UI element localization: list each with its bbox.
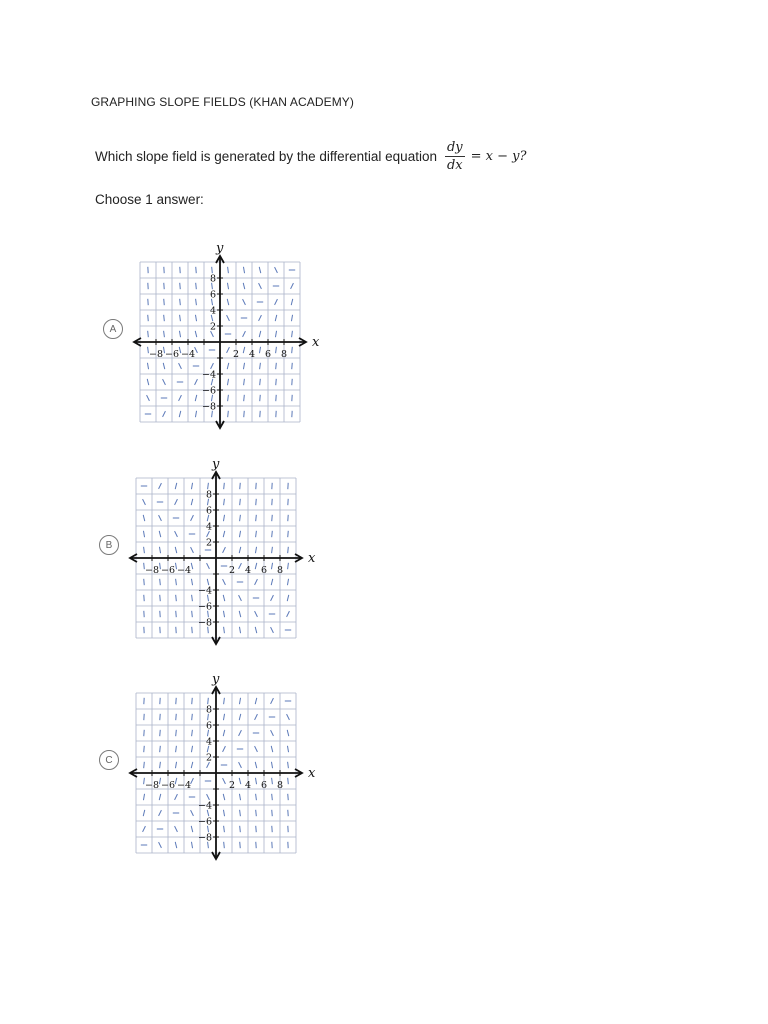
slope-segment: [195, 411, 196, 417]
slope-segment: [224, 698, 225, 704]
slope-segment: [148, 331, 149, 337]
slope-segment: [227, 379, 228, 385]
slope-segment: [207, 579, 209, 585]
slope-segment: [196, 267, 197, 273]
slope-segment: [163, 379, 166, 385]
slope-segment: [175, 531, 178, 537]
slope-segment: [224, 842, 225, 848]
slope-segment: [224, 499, 225, 505]
slope-segment: [163, 411, 166, 417]
tick-label: 6: [205, 720, 212, 732]
slope-segment: [212, 267, 213, 273]
slope-segment: [223, 595, 225, 601]
slope-segment: [227, 299, 229, 305]
tick-label: −8: [144, 780, 160, 791]
choose-label: Choose 1 answer:: [95, 192, 204, 207]
slope-segment: [239, 794, 240, 800]
slope-segment: [259, 347, 260, 353]
slope-segment: [191, 483, 192, 489]
slope-segment: [260, 395, 261, 401]
slope-segment: [159, 794, 161, 800]
slope-segment: [143, 794, 144, 800]
tick-label: −6: [160, 780, 176, 791]
slope-segment: [271, 762, 272, 768]
slope-segment: [272, 778, 273, 784]
axes: [130, 472, 302, 644]
slope-segment: [255, 579, 258, 585]
slope-segment: [175, 842, 177, 848]
slope-segment: [275, 267, 278, 273]
slope-segment: [159, 547, 160, 553]
y-axis-label: y: [212, 457, 220, 472]
slope-segment: [271, 579, 273, 585]
slope-segment: [255, 762, 257, 768]
slope-segment: [288, 563, 289, 569]
slope-segment: [255, 547, 256, 553]
slope-segment: [180, 315, 181, 321]
slope-segment: [243, 267, 244, 273]
slope-segment: [239, 627, 240, 633]
page-heading: GRAPHING SLOPE FIELDS (KHAN ACADEMY): [91, 95, 354, 109]
y-axis-label: y: [212, 672, 220, 687]
slope-segment: [240, 499, 241, 505]
slope-segment: [260, 363, 261, 369]
slope-segment: [164, 331, 165, 337]
slope-segment: [143, 499, 146, 505]
slope-segment: [224, 826, 225, 832]
slope-segment: [271, 595, 274, 601]
y-axis-label: y: [216, 241, 224, 256]
slope-segment: [244, 379, 245, 385]
slope-segment: [240, 515, 241, 521]
slope-segment: [256, 810, 257, 816]
slope-segment: [228, 411, 229, 417]
slope-segment: [143, 531, 144, 537]
slope-segment: [276, 379, 277, 385]
derivative-fraction: [445, 140, 465, 173]
slope-segment: [159, 515, 162, 521]
slope-segment: [271, 627, 274, 633]
tick-label: 4: [244, 780, 252, 791]
slope-segment: [192, 611, 193, 617]
slope-segment: [288, 531, 289, 537]
tick-label: −6: [160, 565, 176, 576]
slope-segment: [239, 563, 242, 569]
slope-segment: [239, 778, 241, 784]
slope-segment: [192, 730, 193, 736]
slope-segment: [176, 730, 177, 736]
tick-label: 2: [205, 537, 212, 549]
slope-segment: [160, 746, 161, 752]
slope-segment: [256, 499, 257, 505]
slope-segment: [144, 762, 145, 768]
slope-segment: [287, 595, 289, 601]
slope-segment: [243, 283, 245, 289]
tick-label: 8: [205, 489, 212, 501]
axes: [134, 256, 306, 428]
slope-segment: [223, 515, 224, 521]
tick-label: −6: [164, 349, 180, 360]
tick-label: 4: [205, 521, 212, 533]
slope-segment: [144, 579, 145, 585]
tick-label: 2: [232, 349, 240, 360]
slope-segment: [239, 698, 240, 704]
slope-segment: [160, 595, 161, 601]
slope-segment: [191, 579, 192, 585]
tick-label: −6: [197, 816, 212, 828]
slope-segment: [271, 563, 272, 569]
slope-segment: [191, 762, 193, 768]
slope-segment: [191, 746, 192, 752]
slope-segment: [243, 363, 244, 369]
slope-segment: [288, 778, 289, 784]
slope-segment: [175, 762, 176, 768]
tick-label: 8: [280, 349, 288, 360]
slope-segment: [223, 778, 226, 784]
slope-field-graph-a: [128, 236, 328, 436]
question-text: [95, 136, 526, 176]
slope-segment: [239, 714, 241, 720]
slope-segment: [208, 483, 209, 489]
tick-label: 4: [205, 736, 212, 748]
slope-segment: [179, 395, 182, 401]
slope-segment: [195, 315, 196, 321]
slope-segment: [276, 363, 277, 369]
slope-segment: [243, 331, 246, 337]
slope-segment: [191, 547, 194, 553]
slope-segment: [291, 315, 292, 321]
slope-segment: [255, 611, 258, 617]
slope-segment: [240, 826, 241, 832]
slope-segment: [224, 627, 225, 633]
tick-label: −8: [201, 401, 216, 413]
slope-segment: [239, 730, 242, 736]
slope-segment: [176, 714, 177, 720]
slope-segment: [223, 547, 226, 553]
slope-segment: [288, 547, 289, 553]
slope-segment: [287, 746, 288, 752]
slope-segment: [223, 730, 225, 736]
slope-segment: [144, 547, 145, 553]
slope-segment: [192, 714, 193, 720]
slope-segment: [256, 826, 257, 832]
slope-segment: [272, 531, 273, 537]
slope-segment: [223, 531, 225, 537]
slope-segment: [292, 331, 293, 337]
slope-segment: [256, 515, 257, 521]
slope-segment: [147, 395, 150, 401]
slope-segment: [239, 762, 242, 768]
question-prefix: Which slope field is generated by the differential equation: [95, 148, 437, 164]
slope-segment: [160, 730, 161, 736]
slope-segment: [240, 483, 241, 489]
slope-segment: [244, 411, 245, 417]
slope-segment: [176, 611, 177, 617]
tick-label: −4: [201, 369, 216, 381]
slope-segment: [195, 331, 197, 337]
tick-label: −4: [180, 349, 196, 360]
slope-segment: [259, 331, 261, 337]
tick-label: 2: [205, 752, 212, 764]
slope-segment: [223, 579, 226, 585]
slope-segment: [287, 730, 289, 736]
x-axis-label: x: [312, 335, 320, 350]
slope-segment: [271, 746, 273, 752]
tick-label: −8: [148, 349, 164, 360]
slope-segment: [211, 363, 214, 369]
fraction-denominator: dx: [446, 157, 463, 173]
slope-segment: [176, 579, 177, 585]
slope-segment: [196, 283, 197, 289]
slope-segment: [239, 611, 241, 617]
slope-segment: [164, 299, 165, 305]
slope-segment: [224, 483, 225, 489]
slope-segment: [255, 698, 257, 704]
tick-label: 6: [260, 780, 268, 791]
slope-segment: [227, 315, 230, 321]
slope-segment: [244, 395, 245, 401]
slope-segment: [292, 347, 293, 353]
axes: [130, 687, 302, 859]
slope-segment: [240, 810, 241, 816]
slope-segment: [191, 563, 193, 569]
slope-segment: [223, 714, 224, 720]
slope-segment: [255, 627, 257, 633]
option-letter-badge[interactable]: A: [103, 319, 123, 339]
tick-label: 6: [260, 565, 268, 576]
slope-segment: [259, 315, 262, 321]
slope-segment: [272, 810, 273, 816]
tick-label: −4: [197, 585, 212, 597]
slope-segment: [143, 810, 145, 816]
slope-segment: [287, 579, 288, 585]
x-axis-label: x: [308, 766, 316, 781]
tick-label: −4: [197, 800, 212, 812]
slope-segment: [159, 842, 162, 848]
slope-segment: [223, 611, 224, 617]
slope-segment: [287, 611, 290, 617]
slope-segment: [175, 826, 178, 832]
slope-segment: [144, 746, 145, 752]
slope-segment: [147, 363, 148, 369]
slope-segment: [276, 347, 277, 353]
slope-segment: [163, 363, 165, 369]
tick-label: 2: [228, 565, 236, 576]
slope-segment: [164, 315, 165, 321]
slope-segment: [208, 698, 209, 704]
slope-segment: [239, 531, 240, 537]
slope-segment: [275, 315, 277, 321]
slope-segment: [207, 563, 210, 569]
slope-segment: [160, 762, 161, 768]
slope-segment: [227, 363, 229, 369]
tick-label: 6: [264, 349, 272, 360]
slope-segment: [291, 283, 294, 289]
slope-segment: [243, 299, 246, 305]
slope-segment: [223, 794, 225, 800]
slope-segment: [175, 483, 177, 489]
slope-segment: [195, 395, 197, 401]
tick-label: −6: [201, 385, 216, 397]
tick-label: 8: [205, 704, 212, 716]
tick-label: −6: [197, 601, 212, 613]
slope-segment: [176, 746, 177, 752]
slope-segment: [275, 331, 276, 337]
option-letter-badge[interactable]: C: [99, 750, 119, 770]
slope-segment: [180, 283, 181, 289]
slope-field-graph-b: [124, 452, 324, 652]
slope-segment: [191, 842, 192, 848]
tick-label: −8: [197, 617, 212, 629]
slope-segment: [148, 315, 149, 321]
tick-label: 6: [209, 289, 216, 301]
slope-segment: [292, 363, 293, 369]
slope-segment: [272, 794, 273, 800]
slope-segment: [287, 714, 290, 720]
slope-segment: [255, 714, 258, 720]
slope-segment: [179, 331, 180, 337]
tick-label: 6: [205, 505, 212, 517]
slope-segment: [192, 698, 193, 704]
slope-segment: [272, 547, 273, 553]
slope-segment: [191, 499, 193, 505]
slope-segment: [180, 299, 181, 305]
slope-segment: [275, 299, 278, 305]
slope-segment: [256, 794, 257, 800]
option-letter-badge[interactable]: B: [99, 535, 119, 555]
slope-segment: [259, 267, 261, 273]
slope-segment: [192, 595, 193, 601]
slope-segment: [192, 627, 193, 633]
slope-segment: [159, 483, 162, 489]
slope-segment: [175, 499, 178, 505]
tick-label: −8: [197, 832, 212, 844]
slope-segment: [288, 762, 289, 768]
slope-segment: [191, 810, 194, 816]
slope-segment: [256, 531, 257, 537]
slope-segment: [239, 547, 241, 553]
slope-segment: [227, 347, 230, 353]
slope-segment: [271, 698, 274, 704]
slope-segment: [175, 547, 177, 553]
tick-label: 4: [248, 349, 256, 360]
x-axis-label: x: [308, 551, 316, 566]
slope-segment: [239, 595, 242, 601]
slope-segment: [223, 810, 224, 816]
tick-label: 8: [276, 780, 284, 791]
slope-segment: [228, 395, 229, 401]
slope-segment: [176, 595, 177, 601]
slope-segment: [143, 515, 145, 521]
slope-segment: [159, 810, 162, 816]
slope-segment: [228, 267, 229, 273]
slope-segment: [191, 515, 194, 521]
tick-label: 2: [228, 780, 236, 791]
slope-segment: [255, 746, 258, 752]
tick-label: 4: [244, 565, 252, 576]
slope-segment: [272, 515, 273, 521]
slope-segment: [179, 411, 181, 417]
tick-label: 8: [209, 273, 216, 285]
slope-segment: [147, 379, 149, 385]
tick-label: −8: [144, 565, 160, 576]
slope-segment: [196, 299, 197, 305]
slope-segment: [255, 563, 257, 569]
slope-segment: [195, 379, 198, 385]
tick-label: 4: [209, 305, 216, 317]
tick-label: −4: [176, 780, 192, 791]
slope-segment: [240, 842, 241, 848]
slope-segment: [175, 794, 178, 800]
slope-segment: [255, 778, 256, 784]
slope-segment: [191, 826, 193, 832]
slope-segment: [223, 746, 226, 752]
equation-rhs: = x − y?: [470, 148, 527, 164]
slope-segment: [143, 826, 146, 832]
slope-segment: [291, 299, 293, 305]
fraction-numerator: dy: [446, 139, 463, 155]
slope-segment: [260, 379, 261, 385]
slope-field-graph-c: [124, 667, 324, 867]
slope-segment: [207, 794, 210, 800]
tick-label: 8: [276, 565, 284, 576]
slope-segment: [160, 579, 161, 585]
slope-segment: [271, 730, 274, 736]
slope-segment: [243, 347, 245, 353]
slope-segment: [227, 283, 228, 289]
tick-label: 2: [209, 321, 216, 333]
slope-segment: [259, 283, 262, 289]
slope-segment: [159, 531, 161, 537]
slope-segment: [288, 794, 289, 800]
slope-segment: [179, 363, 182, 369]
tick-label: −4: [176, 565, 192, 576]
